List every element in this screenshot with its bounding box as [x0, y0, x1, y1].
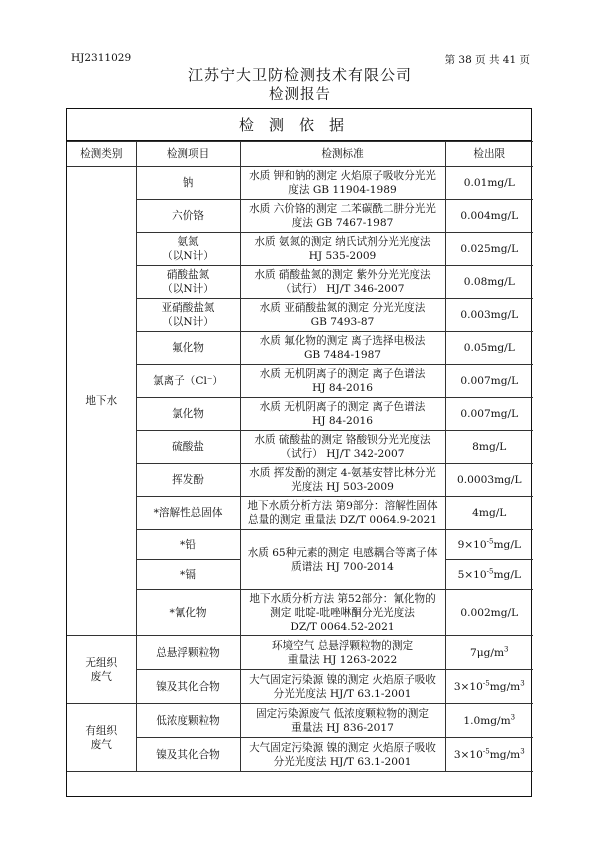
limit-cell: 0.01mg/L	[445, 167, 533, 200]
limit-cell: 0.004mg/L	[445, 200, 533, 233]
standard-cell: 水质 65种元素的测定 电感耦合等离子体 质谱法 HJ 700-2014	[240, 530, 445, 590]
standard-cell: 水质 无机阴离子的测定 离子色谱法 HJ 84-2016	[240, 365, 445, 398]
table-row	[67, 497, 533, 530]
company-name: 江苏宁大卫防检测技术有限公司	[187, 66, 412, 84]
limit-cell: 0.007mg/L	[445, 398, 533, 431]
standard-cell: 地下水质分析方法 第9部分：溶解性固体 总量的测定 重量法 DZ/T 0064.9-2021	[240, 497, 445, 530]
category-cell: 有组织 废气	[67, 704, 136, 772]
column-header: 检测标准	[240, 142, 445, 167]
limit-cell: $7\mu g/m^3$	[445, 636, 533, 670]
standard-cell: 地下水质分析方法 第52部分：氰化物的 测定 吡啶-吡唑啉酮分光光度法 DZ/T 0064.52-2021	[240, 590, 445, 636]
table-row	[67, 738, 533, 772]
standard-cell: 环境空气 总悬浮颗粒物的测定 重量法 HJ 1263-2022	[240, 636, 445, 670]
limit-cell: $5\times 10^{-5}mg/L$	[445, 560, 533, 590]
column-header: 检测项目	[136, 142, 240, 167]
table-row	[67, 299, 533, 332]
table-row	[67, 636, 533, 670]
limit-cell: 0.0003mg/L	[445, 464, 533, 497]
standard-cell: 水质 挥发酚的测定 4-氨基安替比林分光 光度法 HJ 503-2009	[240, 464, 445, 497]
item-cell: 钠	[136, 167, 240, 200]
table-row	[67, 332, 533, 365]
standard-cell: 水质 硝酸盐氮的测定 紫外分光光度法 （试行） HJ/T 346-2007	[240, 266, 445, 299]
item-cell: 氟化物	[136, 332, 240, 365]
category-cell: 无组织 废气	[67, 636, 136, 704]
limit-cell: $9\times 10^{-5}mg/L$	[445, 530, 533, 560]
report-title: 检测报告	[269, 87, 331, 103]
item-cell: *溶解性总固体	[136, 497, 240, 530]
item-cell: 镍及其化合物	[136, 670, 240, 704]
limit-cell: $3\times 10^{-5}mg/m^3$	[445, 738, 533, 772]
table-row	[67, 431, 533, 464]
limit-cell: 0.007mg/L	[445, 365, 533, 398]
limit-cell: 0.003mg/L	[445, 299, 533, 332]
standard-cell: 大气固定污染源 镍的测定 火焰原子吸收 分光光度法 HJ/T 63.1-2001	[240, 670, 445, 704]
item-cell: *氰化物	[136, 590, 240, 636]
item-cell: 低浓度颗粒物	[136, 704, 240, 738]
table-row	[67, 167, 533, 200]
section-title: 检测依据	[67, 109, 531, 141]
limit-cell: $3\times 10^{-5}mg/m^3$	[445, 670, 533, 704]
standard-cell: 水质 氟化物的测定 离子选择电极法 GB 7484-1987	[240, 332, 445, 365]
detection-basis-sheet	[66, 108, 532, 797]
item-cell: 六价铬	[136, 200, 240, 233]
limit-cell: 8mg/L	[445, 431, 533, 464]
table-row	[67, 530, 533, 560]
table-row	[67, 266, 533, 299]
standard-cell: 大气固定污染源 镍的测定 火焰原子吸收 分光光度法 HJ/T 63.1-2001	[240, 738, 445, 772]
column-header: 检测类别	[67, 142, 136, 167]
standard-cell: 水质 无机阴离子的测定 离子色谱法 HJ 84-2016	[240, 398, 445, 431]
standard-cell: 水质 六价铬的测定 二苯碳酰二肼分光光 度法 GB 7467-1987	[240, 200, 445, 233]
limit-cell: 0.08mg/L	[445, 266, 533, 299]
item-cell: 总悬浮颗粒物	[136, 636, 240, 670]
standard-cell: 水质 亚硝酸盐氮的测定 分光光度法 GB 7493-87	[240, 299, 445, 332]
limit-cell: $1.0mg/m^3$	[445, 704, 533, 738]
item-cell: 硫酸盐	[136, 431, 240, 464]
item-cell: 氨氮 （以N计）	[136, 233, 240, 266]
item-cell: 硝酸盐氮 （以N计）	[136, 266, 240, 299]
standard-cell: 水质 氨氮的测定 纳氏试剂分光光度法 HJ 535-2009	[240, 233, 445, 266]
item-cell: *铅	[136, 530, 240, 560]
table-row	[67, 704, 533, 738]
item-cell: 氯离子（Cl⁻）	[136, 365, 240, 398]
table-row	[67, 233, 533, 266]
limit-cell: 4mg/L	[445, 497, 533, 530]
report-number: HJ2311029	[71, 52, 132, 64]
item-cell: *镉	[136, 560, 240, 590]
limit-cell: 0.025mg/L	[445, 233, 533, 266]
table-header-row	[67, 142, 533, 167]
table-row	[67, 590, 533, 636]
standard-cell: 水质 硫酸盐的测定 铬酸钡分光光度法 （试行） HJ/T 342-2007	[240, 431, 445, 464]
table-row	[67, 670, 533, 704]
item-cell: 亚硝酸盐氮 （以N计）	[136, 299, 240, 332]
table-row	[67, 398, 533, 431]
standard-cell: 水质 钾和钠的测定 火焰原子吸收分光光 度法 GB 11904-1989	[240, 167, 445, 200]
standard-cell: 固定污染源废气 低浓度颗粒物的测定 重量法 HJ 836-2017	[240, 704, 445, 738]
table-row	[67, 200, 533, 233]
limit-cell: 0.002mg/L	[445, 590, 533, 636]
column-header: 检出限	[445, 142, 533, 167]
table-row	[67, 365, 533, 398]
limit-cell: 0.05mg/L	[445, 332, 533, 365]
detection-basis-table	[67, 141, 533, 772]
item-cell: 氯化物	[136, 398, 240, 431]
page-indicator: 第 38 页 共 41 页	[444, 54, 530, 66]
category-cell: 地下水	[67, 167, 136, 636]
table-row	[67, 464, 533, 497]
item-cell: 镍及其化合物	[136, 738, 240, 772]
item-cell: 挥发酚	[136, 464, 240, 497]
